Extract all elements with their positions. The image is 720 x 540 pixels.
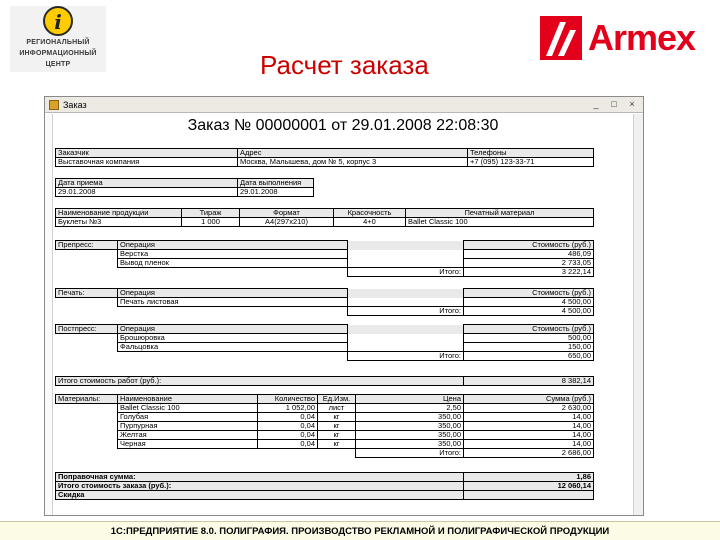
- postpress-total-label: Итого:: [348, 352, 464, 361]
- material-name-4: Желтая: [118, 431, 258, 440]
- postpress-op-1: Брошюровка: [118, 334, 348, 343]
- run-header: Тираж: [182, 209, 240, 218]
- material-price-3: 350,00: [356, 422, 464, 431]
- prepress-table: [55, 240, 594, 277]
- table-row: [56, 334, 594, 343]
- colors-header: Красочность: [334, 209, 406, 218]
- prepress-cost-header: Стоимость (руб.): [464, 241, 594, 250]
- postpress-op-2: Фальцовка: [118, 343, 348, 352]
- materials-total: 2 686,00: [464, 449, 594, 458]
- close-button[interactable]: ×: [629, 99, 635, 109]
- order-window: [44, 96, 644, 516]
- prepress-cost-1: 486,09: [464, 250, 594, 259]
- postpress-table: [55, 324, 594, 361]
- table-row: [56, 422, 594, 431]
- run-value: 1 000: [182, 218, 240, 227]
- paper-value: Ballet Classic 100: [406, 218, 594, 227]
- address-header: Адрес: [238, 149, 468, 158]
- material-qty-5: 0,04: [258, 440, 318, 449]
- material-qty-1: 1 052,00: [258, 404, 318, 413]
- material-qty-4: 0,04: [258, 431, 318, 440]
- address-value: Москва, Малышева, дом № 5, корпус 3: [238, 158, 468, 167]
- order-total-value: 12 060,14: [464, 482, 594, 491]
- works-total-value: 8 382,14: [464, 377, 594, 386]
- logo-text-3: ЦЕНТР: [45, 61, 71, 68]
- table-row: [56, 413, 594, 422]
- logo-text-2: ИНФОРМАЦИОННЫЙ: [19, 50, 97, 57]
- material-price-4: 350,00: [356, 431, 464, 440]
- print-op-1: Печать листовая: [118, 298, 348, 307]
- table-row: [56, 440, 594, 449]
- material-name-3: Пурпурная: [118, 422, 258, 431]
- material-price-2: 350,00: [356, 413, 464, 422]
- client-table: [55, 148, 594, 167]
- material-sum-3: 14,00: [464, 422, 594, 431]
- materials-label: Материалы:: [56, 395, 118, 404]
- print-label: Печать:: [56, 289, 118, 298]
- table-row: [56, 298, 594, 307]
- product-name-header: Наименование продукции: [56, 209, 182, 218]
- ric-logo: [10, 6, 106, 72]
- print-table: [55, 288, 594, 316]
- format-header: Формат: [240, 209, 334, 218]
- material-qty-header: Количество: [258, 395, 318, 404]
- document-icon: [49, 100, 59, 110]
- postpress-total: 650,00: [464, 352, 594, 361]
- armex-mark-icon: [540, 16, 582, 60]
- material-sum-header: Сумма (руб.): [464, 395, 594, 404]
- received-date-value: 29.01.2008: [56, 188, 238, 197]
- prepress-cost-2: 2 733,05: [464, 259, 594, 268]
- due-date-header: Дата выполнения: [238, 179, 314, 188]
- material-price-1: 2,50: [356, 404, 464, 413]
- product-name-value: Буклеты №3: [56, 218, 182, 227]
- postpress-op-header: Операция: [118, 325, 348, 334]
- table-row: [56, 259, 594, 268]
- material-sum-4: 14,00: [464, 431, 594, 440]
- logo-text-1: РЕГИОНАЛЬНЫЙ: [26, 39, 90, 46]
- print-cost-1: 4 500,00: [464, 298, 594, 307]
- material-unit-4: кг: [318, 431, 356, 440]
- print-cost-header: Стоимость (руб.): [464, 289, 594, 298]
- postpress-cost-header: Стоимость (руб.): [464, 325, 594, 334]
- maximize-button[interactable]: □: [611, 99, 617, 109]
- window-title: Заказ: [63, 100, 87, 110]
- material-price-header: Цена: [356, 395, 464, 404]
- material-name-header: Наименование: [118, 395, 258, 404]
- received-date-header: Дата приема: [56, 179, 238, 188]
- material-qty-3: 0,04: [258, 422, 318, 431]
- postpress-cost-1: 500,00: [464, 334, 594, 343]
- material-sum-1: 2 630,00: [464, 404, 594, 413]
- material-unit-header: Ед.Изм.: [318, 395, 356, 404]
- armex-logo: [540, 16, 710, 60]
- dates-table: [55, 178, 314, 197]
- prepress-op-1: Верстка: [118, 250, 348, 259]
- works-total-label: Итого стоимость работ (руб.):: [56, 377, 464, 386]
- material-name-1: Ballet Classic 100: [118, 404, 258, 413]
- armex-wordmark: Armex: [588, 17, 696, 58]
- client-header: Заказчик: [56, 149, 238, 158]
- window-titlebar[interactable]: [45, 97, 643, 113]
- order-document: [53, 114, 633, 515]
- material-unit-2: кг: [318, 413, 356, 422]
- due-date-value: 29.01.2008: [238, 188, 314, 197]
- material-unit-5: кг: [318, 440, 356, 449]
- material-sum-5: 14,00: [464, 440, 594, 449]
- order-title: Заказ № 00000001 от 29.01.2008 22:08:30: [187, 117, 499, 134]
- material-name-2: Голубая: [118, 413, 258, 422]
- material-qty-2: 0,04: [258, 413, 318, 422]
- order-total-label: Итого стоимость заказа (руб.):: [56, 482, 464, 491]
- ric-emblem-icon: [43, 6, 73, 36]
- material-sum-2: 14,00: [464, 413, 594, 422]
- prepress-total: 3 222,14: [464, 268, 594, 277]
- material-unit-1: лист: [318, 404, 356, 413]
- table-row: [56, 250, 594, 259]
- correction-value: 1,86: [464, 473, 594, 482]
- table-row: [56, 343, 594, 352]
- correction-label: Поправочная сумма:: [56, 473, 464, 482]
- print-total-label: Итого:: [348, 307, 464, 316]
- product-table: [55, 208, 594, 227]
- material-unit-3: кг: [318, 422, 356, 431]
- prepress-op-2: Вывод пленок: [118, 259, 348, 268]
- phone-value: +7 (095) 123-33-71: [468, 158, 594, 167]
- works-total-table: [55, 376, 594, 386]
- materials-total-label: Итого:: [356, 449, 464, 458]
- print-op-header: Операция: [118, 289, 348, 298]
- print-total: 4 500,00: [464, 307, 594, 316]
- material-name-5: Черная: [118, 440, 258, 449]
- client-value: Выставочная компания: [56, 158, 238, 167]
- discount-value: [464, 491, 594, 500]
- phone-header: Телефоны: [468, 149, 594, 158]
- table-row: [56, 431, 594, 440]
- slide-title: Расчет заказа: [260, 50, 429, 80]
- paper-header: Печатный материал: [406, 209, 594, 218]
- table-row: [56, 404, 594, 413]
- minimize-button[interactable]: _: [593, 99, 599, 109]
- prepress-label: Препресс:: [56, 241, 118, 250]
- footer-banner: 1С:ПРЕДПРИЯТИЕ 8.0. ПОЛИГРАФИЯ. ПРОИЗВОДСТВО РЕКЛАМНОЙ И ПОЛИГРАФИЧЕСКОЙ ПРОДУКЦИИ: [0, 521, 720, 540]
- postpress-label: Постпресс:: [56, 325, 118, 334]
- prepress-op-header: Операция: [118, 241, 348, 250]
- left-gutter: [45, 114, 53, 515]
- materials-table: [55, 394, 594, 458]
- format-value: А4(297x210): [240, 218, 334, 227]
- material-price-5: 350,00: [356, 440, 464, 449]
- vertical-scrollbar[interactable]: [633, 114, 643, 515]
- postpress-cost-2: 150,00: [464, 343, 594, 352]
- colors-value: 4+0: [334, 218, 406, 227]
- discount-label: Скидка: [56, 491, 464, 500]
- summary-table: [55, 472, 594, 500]
- prepress-total-label: Итого:: [348, 268, 464, 277]
